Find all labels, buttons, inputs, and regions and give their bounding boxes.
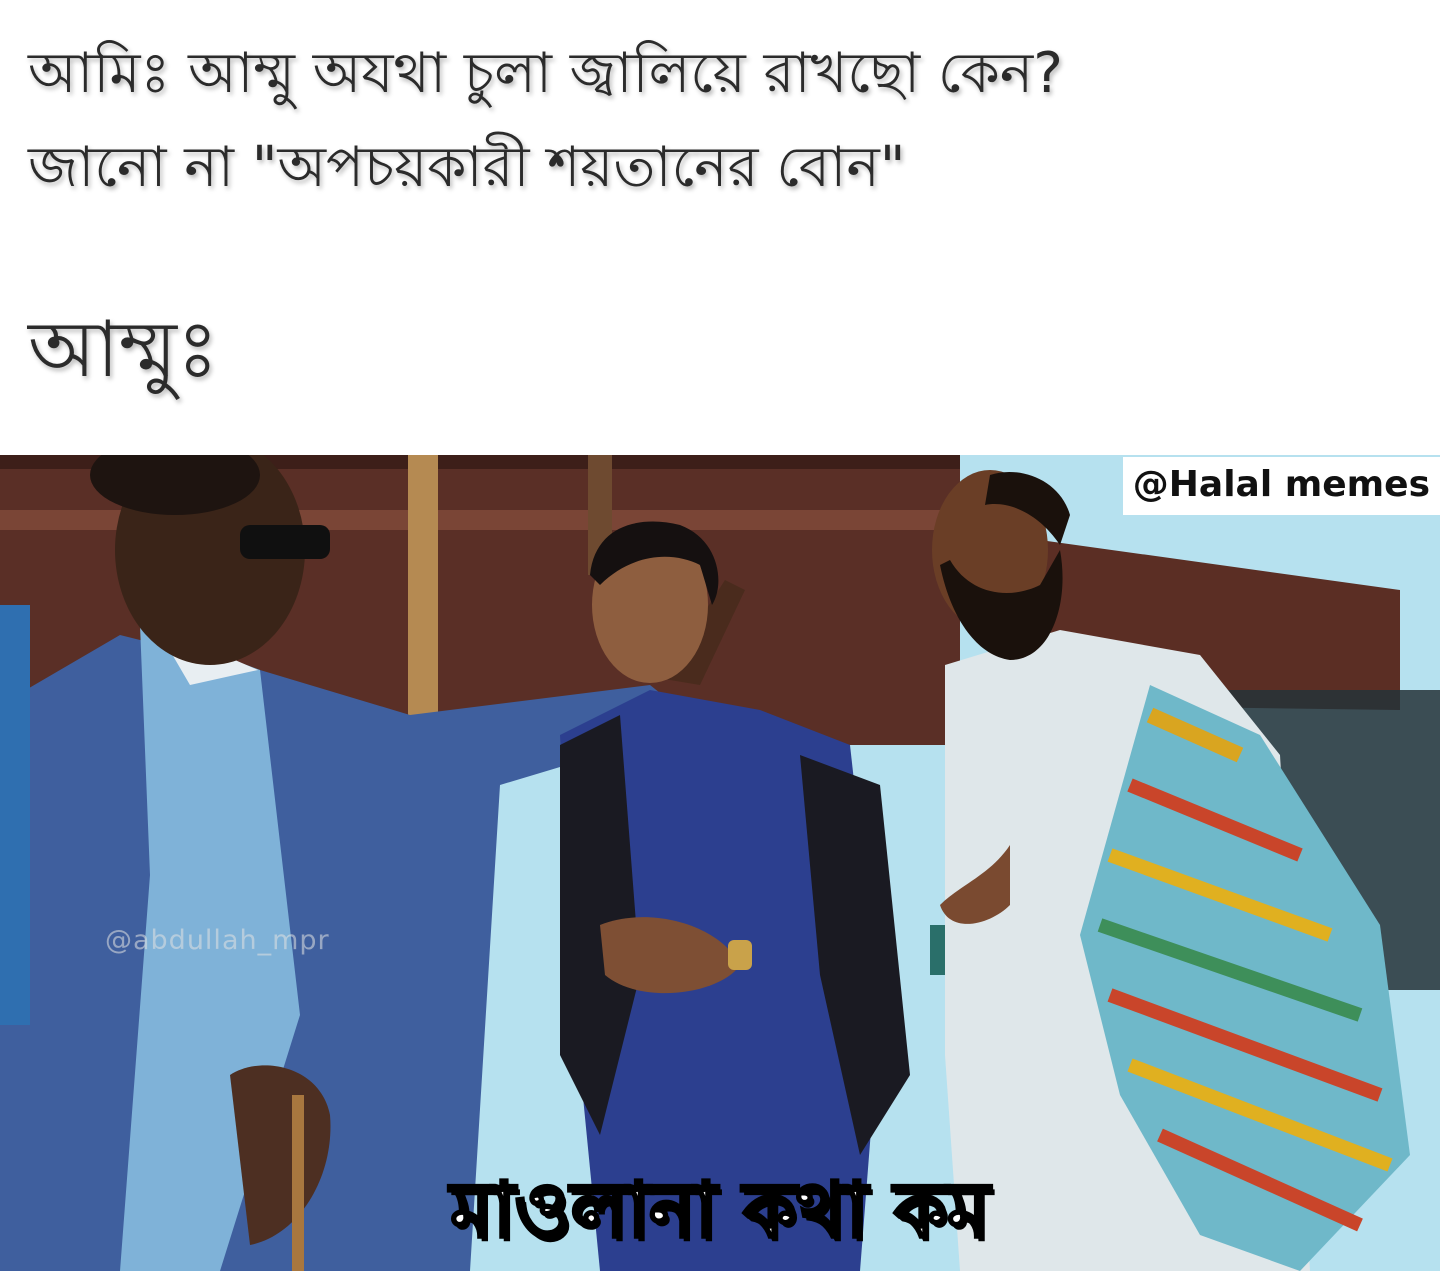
credit-watermark: @abdullah_mpr [105,925,330,956]
meme-photo [0,455,1440,1271]
movie-still-illustration [0,455,1440,1271]
caption-line-2: জানো না "অপচয়কারী শয়তানের বোন" [28,135,906,200]
brand-watermark: @Halal memes [1123,457,1440,515]
partial-person-left-edge [0,605,30,1025]
caption-speaker-label: আম্মুঃ [28,305,219,395]
caption-line-1: আমিঃ আম্মু অযথা চুলা জ্বালিয়ে রাখছো কেন? [28,41,1063,106]
movie-subtitle: মাওলানা কথা কম [450,1165,990,1254]
